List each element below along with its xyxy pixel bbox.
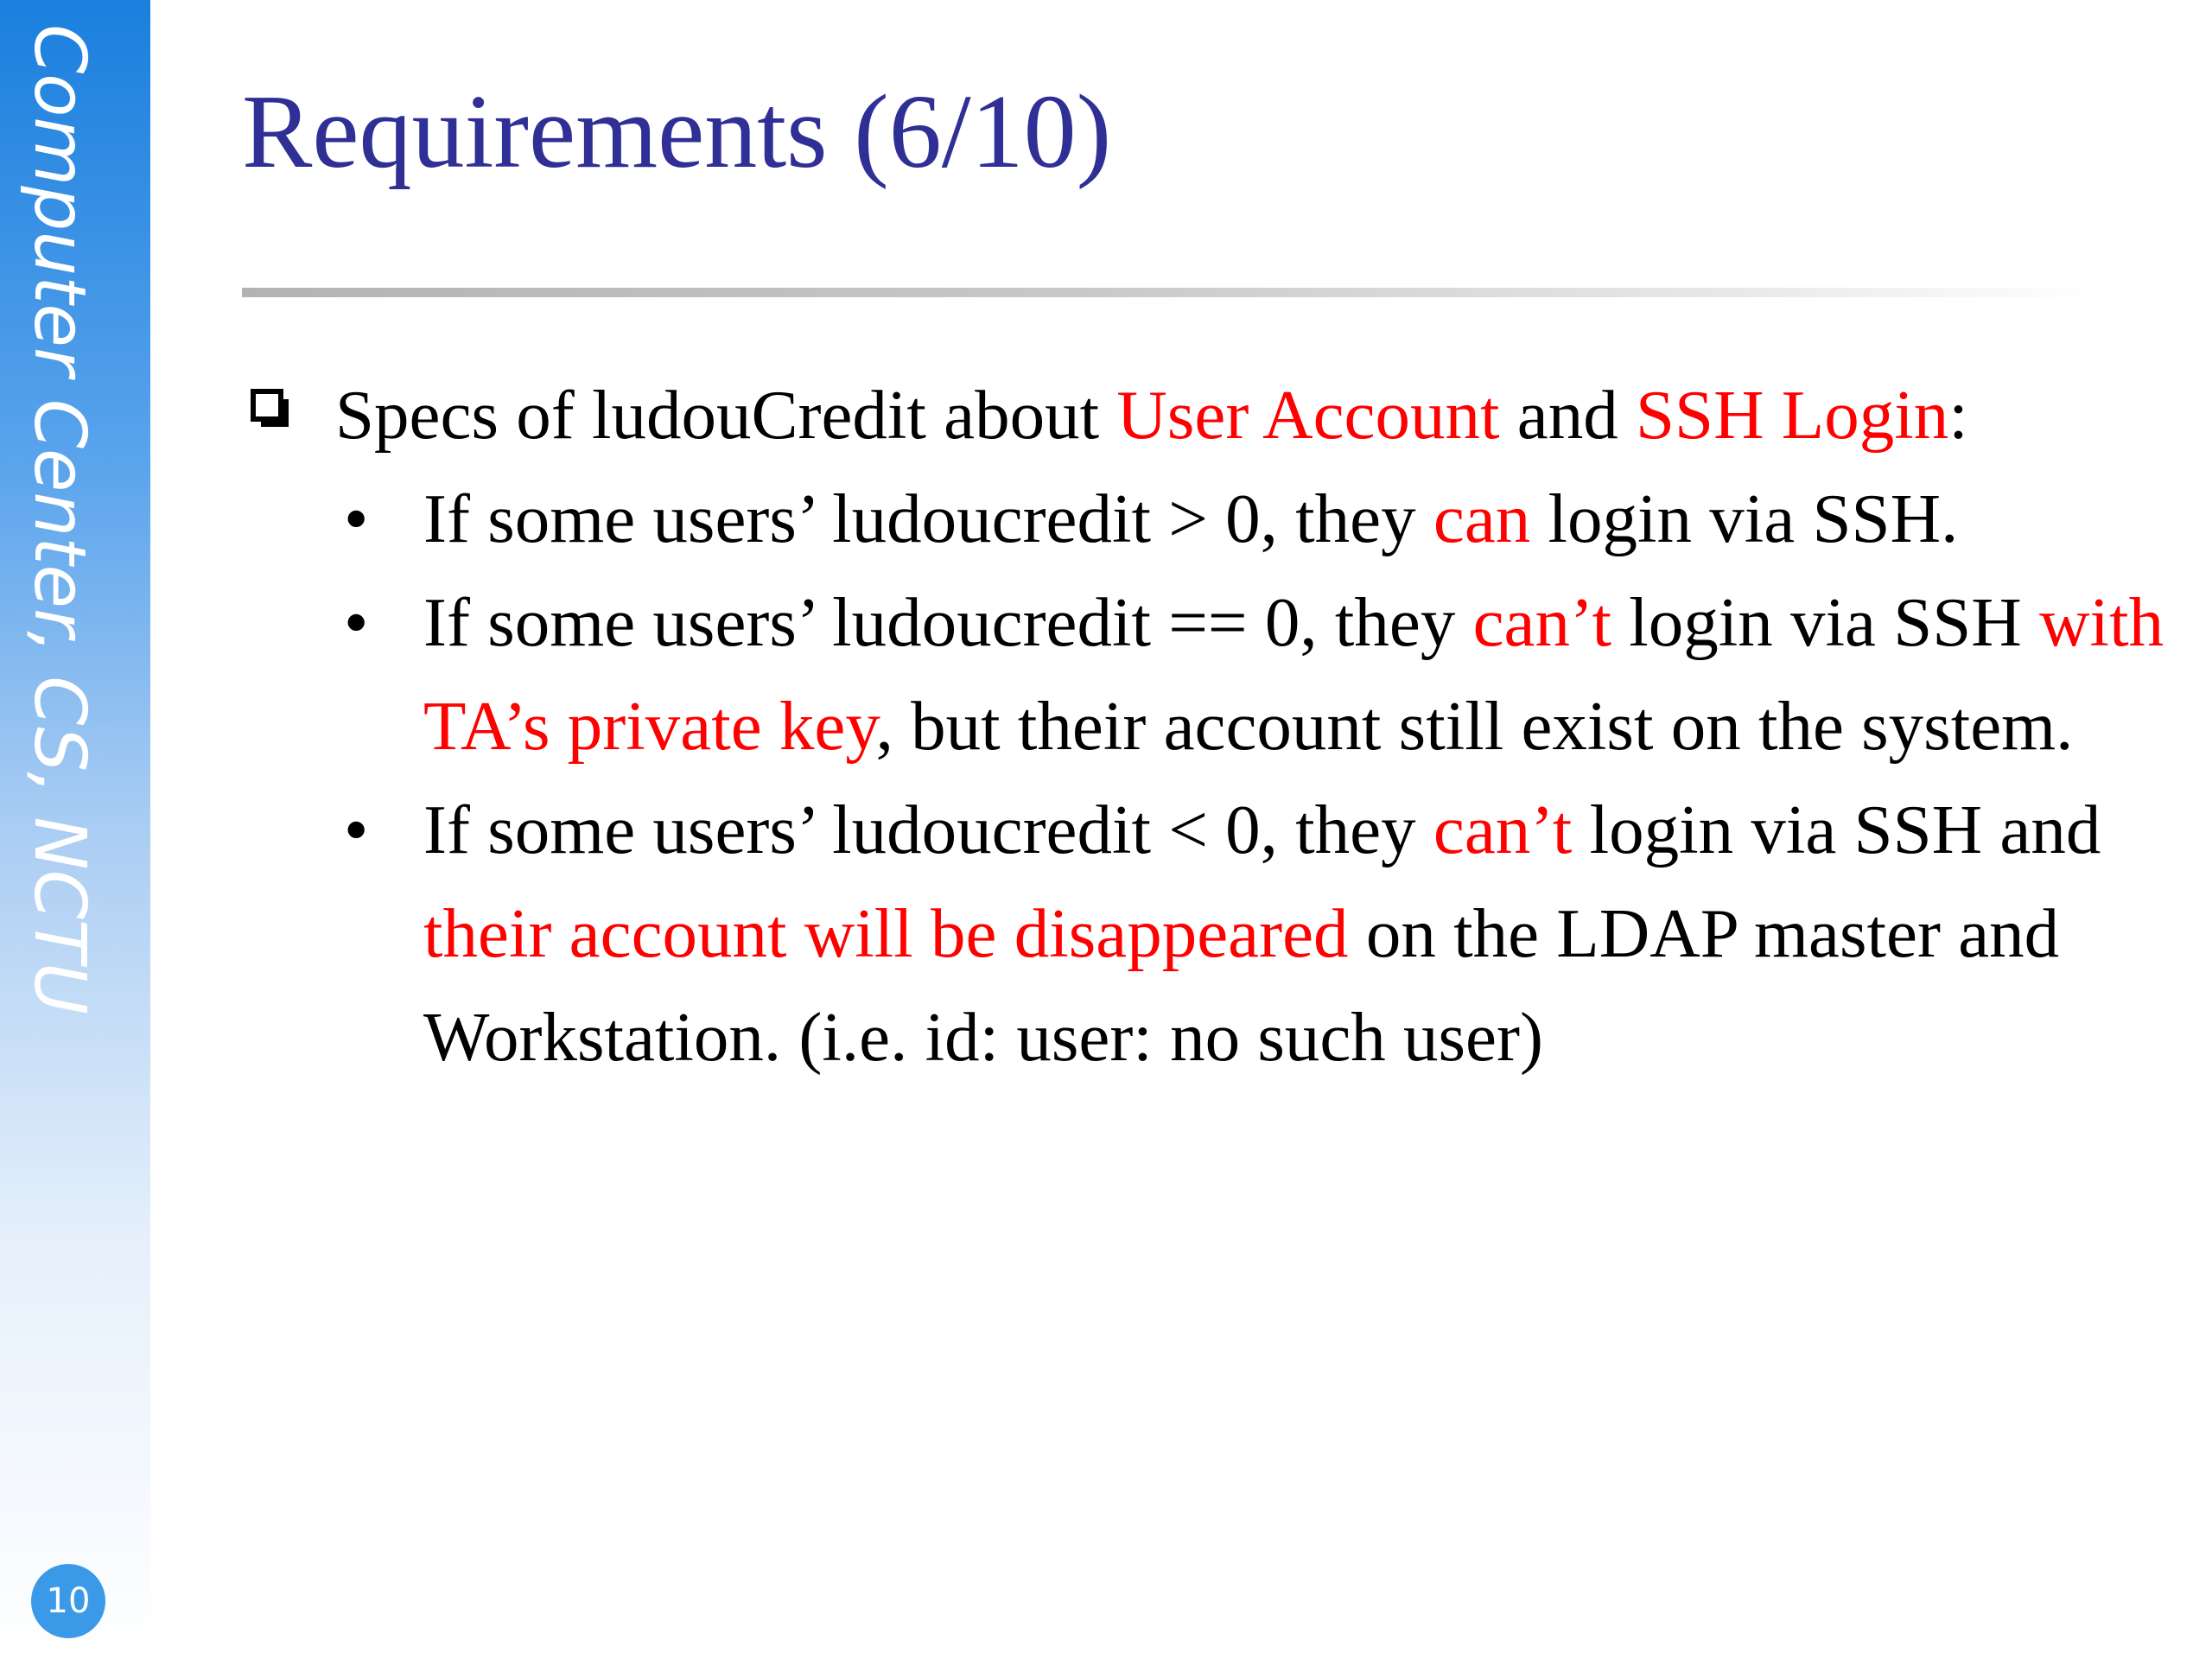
body-text: If some users’ ludoucredit > 0, they: [423, 480, 1433, 557]
bullet-dot: •: [344, 480, 369, 557]
page-number-badge: 10: [31, 1564, 105, 1638]
checkbox-icon: [251, 389, 283, 422]
slide-content: [242, 363, 2177, 1089]
sub-bullet-text: [423, 480, 1958, 557]
slide-title: Requirements (6/10): [242, 73, 1112, 190]
sub-bullet-item: [242, 570, 2169, 778]
highlighted-text: their account will be disappeared: [423, 894, 1349, 972]
body-text: Specs of ludouCredit about: [335, 376, 1117, 454]
sidebar-banner: [0, 0, 150, 1659]
highlighted-text: can’t: [1472, 583, 1611, 661]
sub-bullet-text: [423, 791, 2101, 1076]
body-text: login via SSH.: [1530, 480, 1959, 557]
body-text: and: [1499, 376, 1636, 454]
sub-bullet-item: [242, 467, 2169, 570]
bullet-dot: •: [344, 791, 369, 868]
main-bullet-item: [242, 363, 2177, 467]
main-bullet-text: [335, 363, 1968, 467]
highlighted-text: with TA’s private key: [423, 583, 2164, 765]
body-text: , but their account still exist on the system.: [875, 687, 2074, 765]
bullet-dot: •: [344, 583, 369, 661]
highlighted-text: User Account: [1116, 376, 1500, 454]
title-divider: [242, 288, 2100, 297]
highlighted-text: SSH Login: [1635, 376, 1949, 454]
sub-bullet-text: [423, 583, 2164, 765]
body-text: If some users’ ludoucredit == 0, they: [423, 583, 1473, 661]
body-text: on the LDAP master and Workstation. (i.e. id: user: no such user): [423, 894, 2060, 1076]
highlighted-text: can’t: [1433, 791, 1573, 868]
body-text: If some users’ ludoucredit < 0, they: [423, 791, 1433, 868]
sidebar-organization-text: Computer Center, CS, NCTU: [18, 24, 100, 1014]
sub-bullet-list: [242, 467, 2177, 1089]
body-text: login via SSH: [1611, 583, 2040, 661]
sub-bullet-item: [242, 778, 2169, 1089]
body-text: :: [1948, 376, 1968, 454]
body-text: login via SSH and: [1572, 791, 2101, 868]
highlighted-text: can: [1433, 480, 1531, 557]
